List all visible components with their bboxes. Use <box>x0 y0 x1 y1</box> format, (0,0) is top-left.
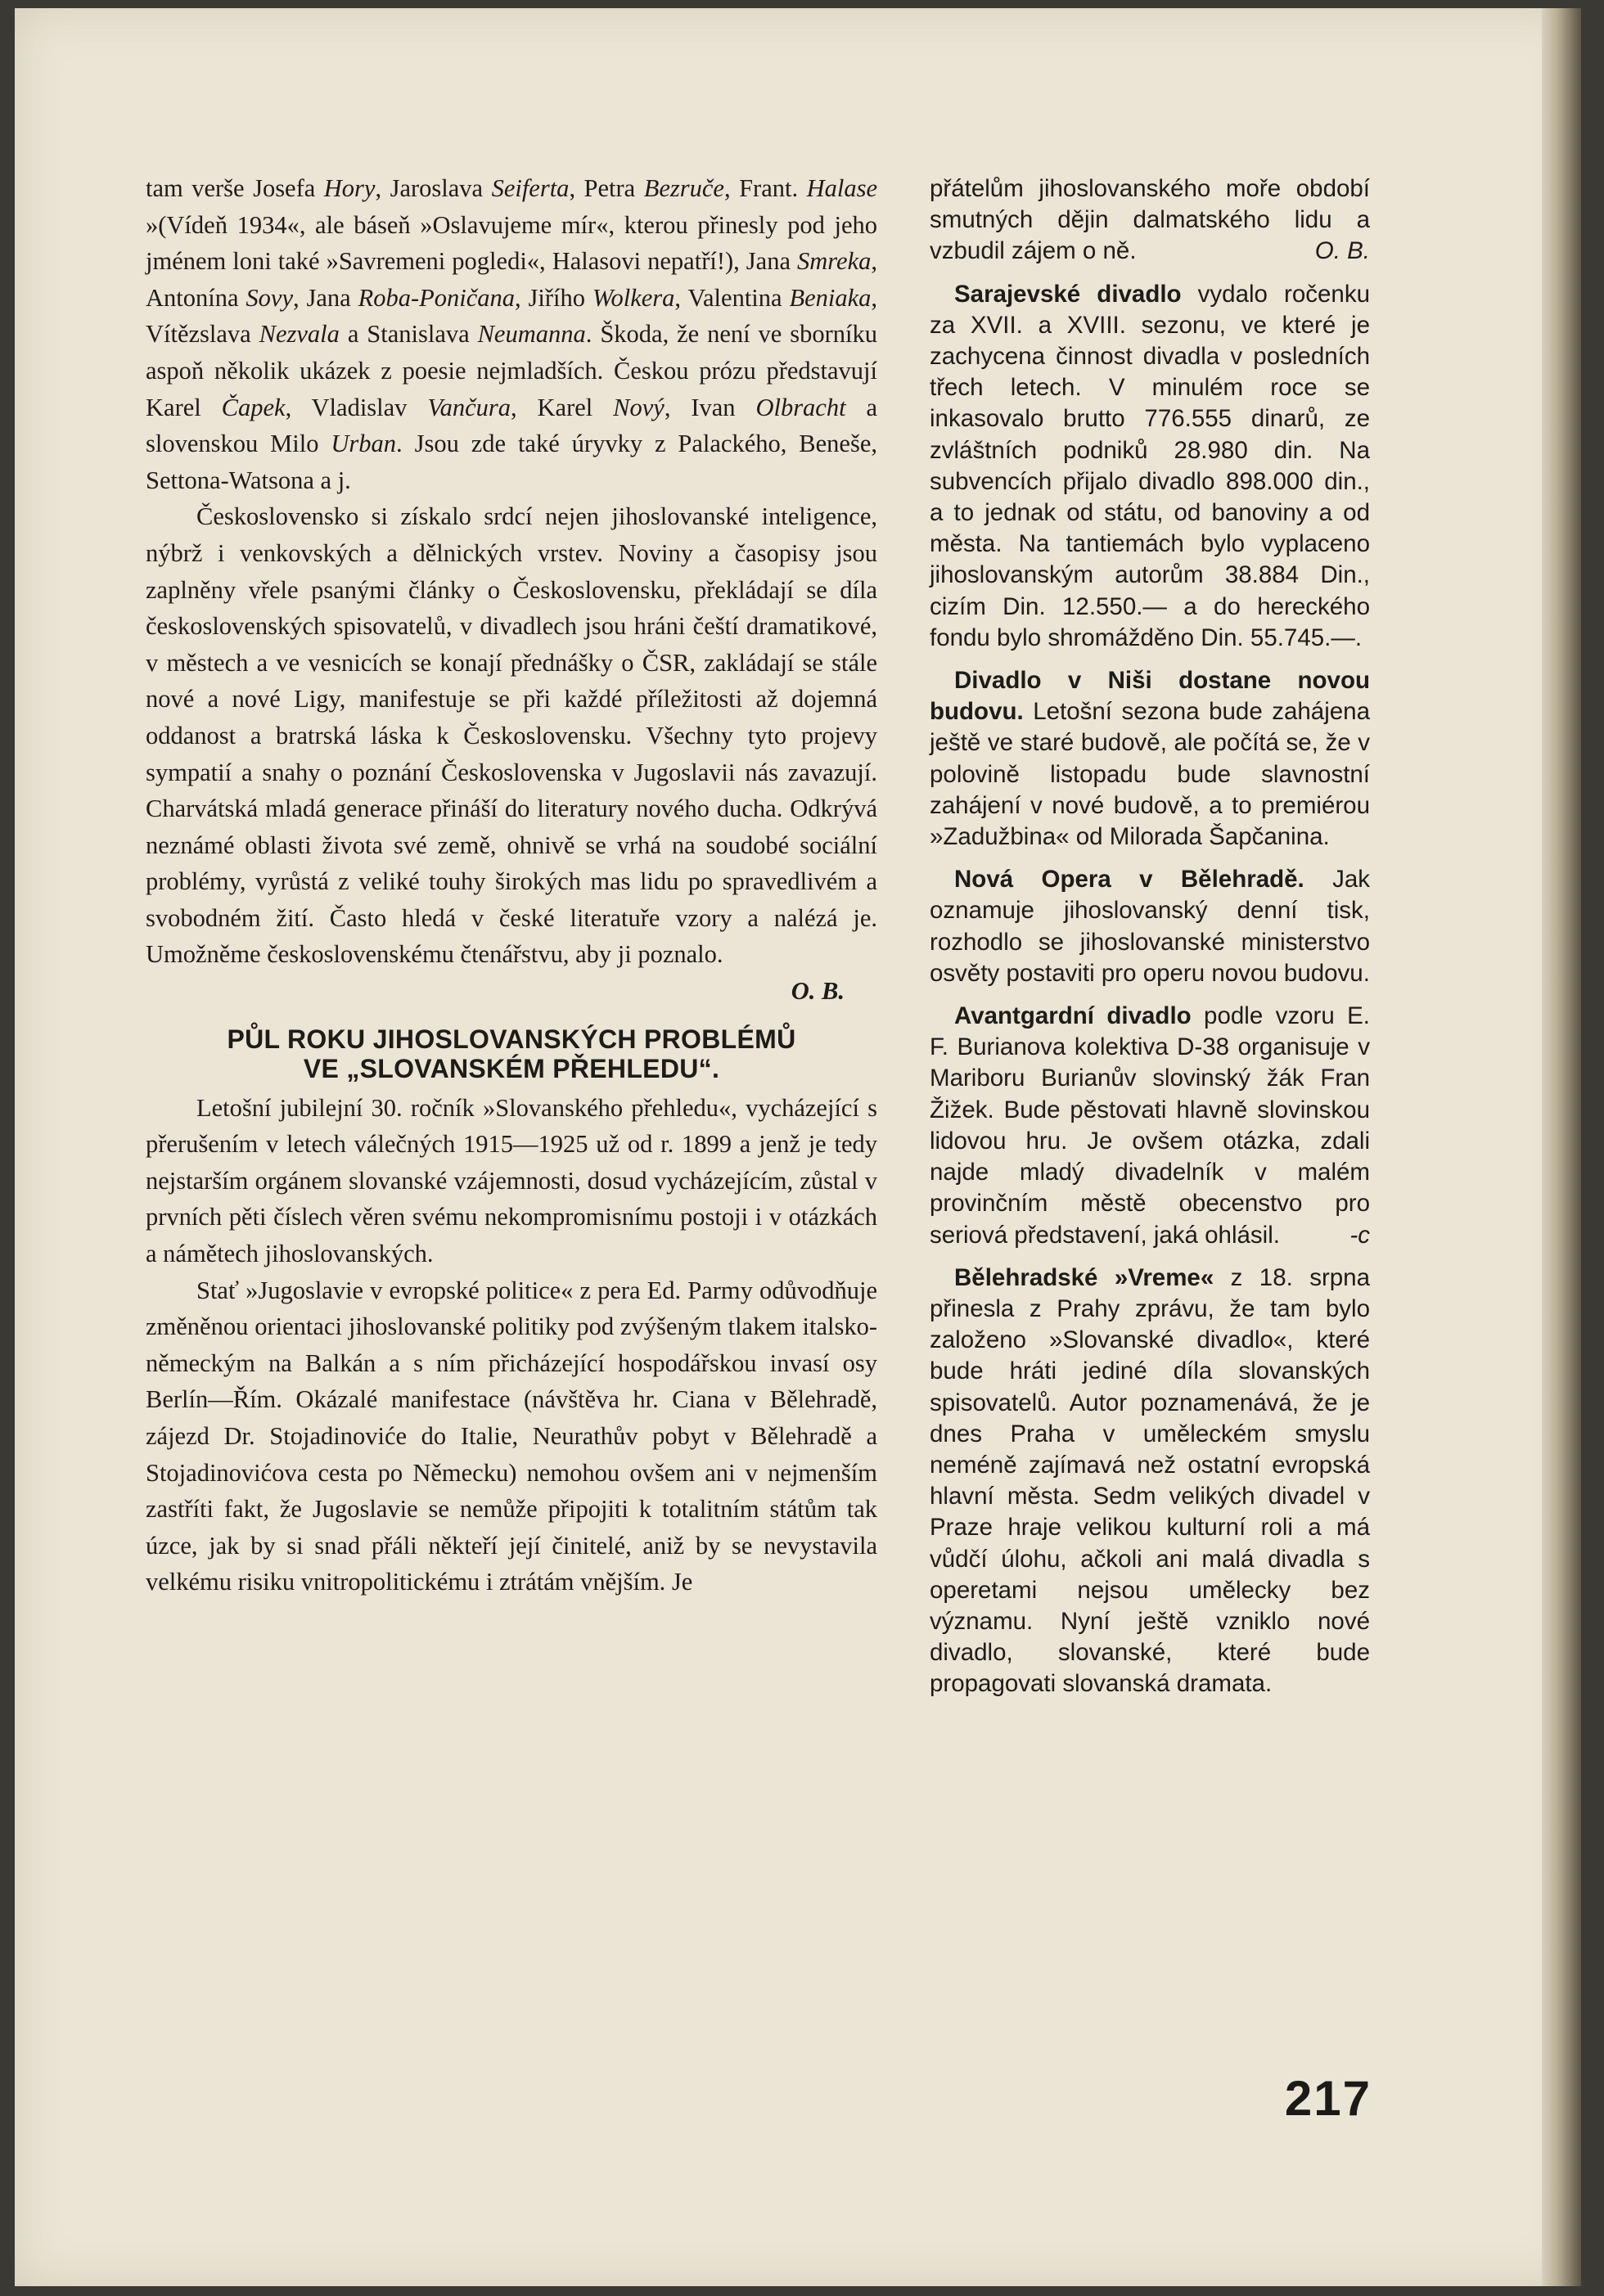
author-name: Halase <box>806 174 877 202</box>
news-belgrade-opera <box>930 864 1370 989</box>
author-name: Hory <box>323 174 376 202</box>
author-name: Sovy <box>246 283 293 312</box>
right-column <box>930 173 1370 1712</box>
paragraph-czechoslovakia-sympathy: Československo si získalo srdcí nejen jihoslovanské inteligence, nýbrž i venkovských a dělnických vrstev. Noviny a časopisy jsou zaplněny vřele psanými články o Československu, překládají se díla československých spisovatelů, v divadlech jsou hráni čeští dramatikové, v městech a ve vesnicích se konají přednášky o ČSR, zakládají se stále nové a nové Ligy, manifestuje se při každé příležitosti až dojemná oddanost a bratrská láska k Československu. Všechny tyto projevy sympatií a snahy o poznání Československa v Jugoslavii nás zavazují. Charvátská mladá generace přináší do literatury nového ducha. Odkrývá neznámé oblasti života své země, ohnivě se vrhá na soudobé sociální problémy, vyrůstá z veliké touhy širokých mas lidu po spravedlivém a svobodném žití. Často hledá v české literatuře vzory a nalézá je. Umožněme československému čtenářstvu, aby ji poznalo. <box>146 502 877 969</box>
paragraph-jugoslavie-politika: Stať »Jugoslavie v evropské politice« z pera Ed. Parmy odůvodňuje změněnou orientaci jihoslovanské politiky pod zvýšeným tlakem italsko-německým na Balkán a s ním přicházející hospodářskou invasí osy Berlín—Řím. Okázalé manifestace (návštěva hr. Ciana v Bělehradě, zájezd Dr. Stojadinoviće do Italie, Neurathův pobyt v Bělehradě a Stojadinovićova cesta po Německu) nemohou ovšem ani v nejmenším zastříti fakt, že Jugoslavie se nemůže připojiti k totalitním státům tak úzce, jak by si snad přáli někteří její činitelé, aniž by se nevystavila velkému risiku vnitropolitickému i ztrátám vnějším. Je <box>146 1276 877 1596</box>
news-avantgarde-text: podle vzoru E. F. Burianova kolektiva D-38 organisuje v Mariboru Burianův slovinský žák Fran Žižek. Bude pěstovati hlavně slovinskou lidovou hru. Je ovšem otázka, zdali najde mladý divadelník v malém provinčním městě obecenstvo pro seriová představení, jaká ohlásil. <box>930 1002 1370 1249</box>
news-avantgarde-lead: Avantgardní divadlo <box>954 1002 1192 1030</box>
author-name: Neumanna <box>477 320 586 349</box>
author-name: Seiferta <box>491 174 570 202</box>
text-run: . Škoda, že není ve sborníku aspoň několik ukázek z poesie nejmladších. Českou prózu představují Karel <box>146 320 878 421</box>
text-run: tam verše Josefa <box>146 174 324 202</box>
author-name: Vančura <box>427 393 511 421</box>
author-name: Beniaka <box>789 283 872 312</box>
news-vreme <box>930 1263 1370 1700</box>
text-run: , Valentina <box>674 283 790 312</box>
news-avantgarde-signature: -c <box>1349 1221 1370 1249</box>
text-run: , Antonína <box>146 247 877 312</box>
author-name: Nový <box>613 393 665 421</box>
text-run: a Stanislava <box>339 320 478 349</box>
text-run: , Jaroslava <box>375 174 492 202</box>
text-run: , Vladislav <box>285 393 428 421</box>
text-run: , Petra <box>569 174 644 202</box>
text-run: , Ivan <box>664 393 756 421</box>
news-opera-lead: Nová Opera v Bělehradě. <box>954 866 1304 894</box>
news-nis-text: Letošní sezona bude zahájena ještě ve staré budově, ale počítá se, že v polovině listopadu bude slavnostní zahájení v nové budově, a to premiérou »Zadužbina« od Milorada Šapčanina. <box>930 698 1370 851</box>
heading-line-1: PŮL ROKU JIHOSLOVANSKÝCH PROBLÉMŮ <box>227 1024 796 1054</box>
news-dalmatia <box>930 173 1370 268</box>
news-nis-theatre <box>930 665 1370 853</box>
author-name: Roba-Poničana <box>358 283 516 312</box>
author-name: Smreka <box>797 247 872 276</box>
news-avantgarde-theatre <box>930 1001 1370 1251</box>
text-run: , Jana <box>292 283 358 312</box>
text-run: , Jiřího <box>515 283 592 312</box>
book-spine-shadow <box>1542 8 1581 2286</box>
news-dalmatia-signature: O. B. <box>1314 237 1370 265</box>
news-sarajevo-theatre <box>930 279 1370 654</box>
left-column <box>146 170 877 1600</box>
author-name: Wolkera <box>592 283 675 312</box>
text-run: , Vítězslava <box>146 283 878 349</box>
text-run: , Karel <box>511 393 614 421</box>
paragraph-slovansky-prehled: Letošní jubilejní 30. ročník »Slovanského přehledu«, vycházející s přerušením v letech válečných 1915—1925 už od r. 1899 a jenž je tedy nejstarším orgánem slovanské vzájemnosti, dosud vycházejícím, zůstal v prvních pěti číslech věren svému nekompromisnímu postoji i v otázkách a námětech jihoslovanských. <box>146 1093 877 1268</box>
heading-line-2: VE „SLOVANSKÉM PŘEHLEDU“. <box>303 1053 720 1083</box>
news-vreme-lead: Bělehradské »Vreme« <box>954 1263 1214 1291</box>
signature-ob: O. B. <box>791 977 845 1006</box>
text-run: . Jsou zde také úryvky z Palackého, Beneše, Settona-Watsona a j. <box>146 430 877 494</box>
news-dalmatia-text: přátelům jihoslovanského moře období smutných dějin dalmatského lidu a vzbudil zájem o ně. <box>930 175 1370 265</box>
author-name: Čapek <box>221 393 286 421</box>
news-vreme-text: z 18. srpna přinesla z Prahy zprávu, že tam bylo založeno »Slovanské divadlo«, které bude hráti jediné díla slovanských spisovatelů. Autor poznamenává, že je dnes Praha v uměleckém smyslu neméně zajímavá než ostatní evropská hlavní města. Sedm velikých divadel v Praze hraje velikou kulturní roli a má vůdčí úlohu, ačkoli ani malá divadla s operetami nejsou umělecky bez významu. Nyní ještě vzniklo nové divadlo, slovanské, které bude propagovati slovanská dramata. <box>930 1263 1370 1698</box>
text-run: »(Vídeň 1934«, ale báseň »Oslavujeme mír«, kterou přinesly pod jeho jménem loni také »Savremeni pogledi«, Halasovi nepatří!), Jana <box>146 210 877 276</box>
page-number: 217 <box>1284 2071 1372 2126</box>
news-opera-text: Jak oznamuje jihoslovanský denní tisk, rozhodlo se jihoslovanské ministerstvo osvěty postaviti pro operu novou budovu. <box>930 866 1371 987</box>
article-heading <box>146 1024 877 1083</box>
author-name: Urban <box>331 430 397 458</box>
news-nis-lead: Divadlo v Niši dostane novou budovu. <box>930 667 1370 726</box>
author-name: Bezruče <box>643 174 724 202</box>
news-sarajevo-lead: Sarajevské divadlo <box>954 280 1182 308</box>
text-run: , Frant. <box>723 174 807 202</box>
news-sarajevo-text: vydalo ročenku za XVII. a XVIII. sezonu, ve které je zachycena činnost divadla v posledních třech letech. V minulém roce se inkasovalo brutto 776.555 dinarů, ze zvláštních podniků 28.980 din. Na subvencích přijalo divadlo 898.000 din., a to jednak od státu, od banoviny a od města. Na tantiemách bylo vyplaceno jihoslovanským autorům 38.884 Din., cizím Din. 12.550.— a do hereckého fondu bylo shromážděno Din. 55.745.—. <box>930 280 1370 651</box>
author-name: Olbracht <box>755 393 846 421</box>
text-run: a slovenskou Milo <box>146 393 878 458</box>
author-name: Nezvala <box>259 320 340 349</box>
paragraph-anthology-contents <box>146 170 877 498</box>
